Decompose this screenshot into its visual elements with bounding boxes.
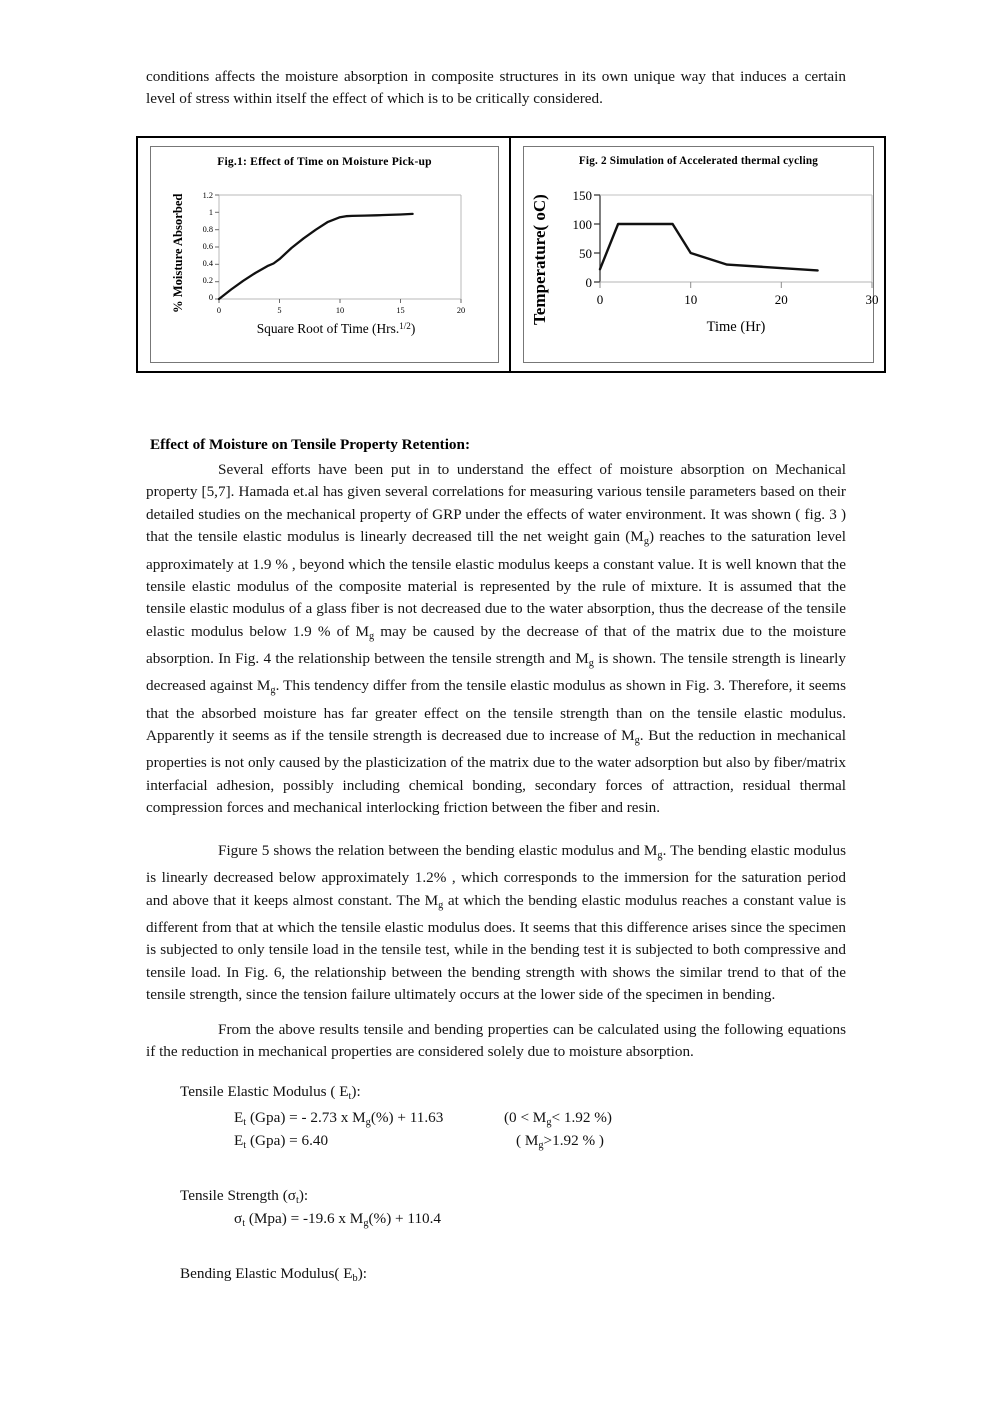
mg-subscript: g [546,1116,552,1128]
body-paragraph-1-part-b: ) reaches to the saturation level approximately at 1.9 % , beyond which the tensile elastic modulus keeps a constant value. It is well known that the tensile elastic modulus of the composite material is represented by the rule of mixture. It is assumed that the tensile elastic modulus of a glass fiber is not decreased due to the water absorption, thus the decrease of the tensile elastic modulus below 1.9 % of M [146,528,846,640]
mg-subscript: g [657,849,663,861]
figure-2-y-axis-label: Temperature( oC) [530,194,549,325]
figure-2-xtick-0: 0 [596,292,604,307]
equation-2-condition-pre: ( M [516,1132,539,1149]
figure-1-frame [150,146,499,363]
figure-2-svg [524,147,899,384]
equation-3-body: (Mpa) = -19.6 x M [245,1210,364,1227]
figure-1-ytick-0.4: 0.4 [202,259,213,268]
body-paragraph-1-part-e: . This tendency differ from the tensile elastic modulus as shown in Fig. 3. Therefore, it seems that the absorbed moisture has far greater effect on the tensile strength than on the tensile elastic modulus. Apparently it seems as if the tensile strength is decreased due to increase of M [146,677,846,745]
figure-2-xtick-10: 10 [684,292,698,307]
figure-2-ytick-150: 150 [572,188,592,203]
body-paragraph-2-part-c: at which the bending elastic modulus reaches a constant value is different from that at which the tensile elastic modulus does. It seems that this difference arises since the specimen is subjected to only tensile load in the tensile test, while in the bending test it is subjected to both compressive and tensile load. In Fig. 6, the relationship between the bending strength with shows the similar trend to that of the tensile strength, since the tension failure ultimately occurs at the lower side of the specimen in bending. [146,891,846,1004]
tensile-strength-label-post: ): [298,1187,309,1204]
bending-elastic-modulus-label [180,1263,367,1290]
sigma-symbol: σ [234,1210,243,1227]
figure-2-ytick-50: 50 [579,246,592,261]
equation-1-body: (Gpa) = - 2.73 x M [246,1109,366,1126]
figure-2-xtick-20: 20 [774,292,788,307]
figure-2-frame [523,146,879,363]
section-heading: Effect of Moisture on Tensile Property Retention: [150,436,471,453]
mg-subscript: g [438,899,444,911]
figure-1-ytick-0: 0 [208,293,213,302]
figure-2-cell [511,138,884,371]
equation-3 [234,1208,441,1235]
equation-1-condition-pre: (0 < M [504,1109,547,1126]
et-subscript: t [243,1139,247,1151]
sigma-symbol: σ [287,1187,296,1204]
figure-1-xtick-15: 15 [396,306,405,315]
bending-modulus-label-pre: Bending Elastic Modulus( E [180,1265,353,1282]
figure-1-y-axis-label: % Moisture Absorbed [171,193,185,313]
body-paragraph-1-part-a: Several efforts have been put in to understand the effect of moisture absorption on Mechanical property [5,7]. Hamada et.al has given several correlations for measuring various tensile parameters based on their detailed studies on the mechanical property of GRP under the effects of water environment. It was shown ( fig. 3 ) that the tensile elastic modulus is linearly decreased till the net weight gain (M [146,461,846,546]
figure-1-x-axis-label-main: Square Root of Time (Hrs. [256,321,400,336]
figure-1-x-axis-label [191,321,481,337]
intro-paragraph [146,66,846,111]
bending-modulus-label-post: ): [357,1265,367,1282]
figure-1-title: Fig.1: Effect of Time on Moisture Pick-up [217,155,432,168]
figure-2-xtick-30: 30 [865,292,879,307]
body-paragraph-2-part-b: . The bending elastic modulus is linearly decreased below approximately 1.2% , which corresponds to the immersion for the saturation period and above that it keeps almost constant. The M [146,842,846,909]
body-paragraph-1-part-c: may be caused by the decrease of that of the matrix due to the moisture absorption. In Fig. 4 the relationship between the tensile strength and M [146,622,846,668]
equation-1-tail: (%) + 11.63 [370,1109,444,1126]
mg-subscript: g [588,657,594,669]
body-paragraph-1-part-f: . But the reduction in mechanical properties is not only caused by the plasticization of the matrix due to the water adsorption but also by fiber/matrix interfacial adhesion, possibly including chemical bonding, secondary forces of attraction, residual thermal compression forces and mechanical interlocking friction between the fiber and resin. [146,727,846,817]
body-paragraph-1 [146,459,846,820]
mg-subscript: g [634,734,640,746]
body-paragraph-3-text: From the above results tensile and bending properties can be calculated using the following equations if the reduction in mechanical properties are considered solely due to moisture absorption. [146,1021,846,1061]
figure-1-xtick-5: 5 [277,306,282,315]
figures-table [136,136,886,373]
equation-2-body: (Gpa) = 6.40 [246,1132,329,1149]
figure-1-xtick-0: 0 [216,306,222,315]
mg-subscript: g [270,685,276,697]
equation-2-condition-post: >1.92 % ) [543,1132,604,1149]
equation-1-condition-post: < 1.92 %) [551,1109,612,1126]
et-subscript: t [243,1116,247,1128]
figure-1-xtick-10: 10 [335,306,345,315]
figure-1-cell [138,138,511,371]
eb-subscript: b [352,1272,358,1284]
figure-1-x-axis-label-close: ) [410,321,416,336]
figure-1-ytick-1: 1 [208,208,213,217]
figure-2-ytick-0: 0 [585,275,592,290]
figure-1-plot [151,147,498,362]
figure-2-plot [524,147,879,362]
equation-3-tail: (%) + 110.4 [368,1210,442,1227]
mg-subscript: g [363,1217,369,1229]
figure-2-title: Fig. 2 Simulation of Accelerated thermal cycling [578,155,819,167]
figure-2-ytick-100: 100 [572,217,592,232]
mg-subscript: g [368,630,375,642]
intro-paragraph-text: conditions affects the moisture absorption in composite structures in its own unique way that induces a certain level of stress within itself the effect of which is to be critically considered. [146,68,846,108]
et-subscript: t [348,1090,352,1102]
tensile-elastic-modulus-label [180,1081,361,1108]
figure-1-ytick-0.6: 0.6 [202,242,213,251]
mg-subscript: g [538,1139,544,1151]
figure-1-ytick-1.2: 1.2 [202,191,213,200]
figure-2-x-axis-label: Time (Hr) [706,319,766,335]
body-paragraph-2-part-a: Figure 5 shows the relation between the bending elastic modulus and M [218,842,658,859]
body-paragraph-1-part-d: is shown. The tensile strength is linearly decreased against M [146,650,846,695]
mg-subscript: g [365,1116,371,1128]
figure-1-xtick-20: 20 [456,306,466,315]
tensile-modulus-label-pre: Tensile Elastic Modulus ( E [180,1083,349,1100]
body-paragraph-3 [146,1019,846,1064]
figure-1-ytick-0.2: 0.2 [202,276,213,285]
tensile-modulus-label-post: ): [351,1083,361,1100]
sigma-t-subscript: t [295,1194,299,1206]
figure-1-x-axis-label-exponent: 1/2 [399,321,411,332]
figure-1-ytick-0.8: 0.8 [202,225,213,234]
mg-subscript: g [643,536,649,548]
tensile-strength-label-pre: Tensile Strength ( [180,1187,288,1204]
figure-1-svg [151,147,526,384]
body-paragraph-2 [146,840,846,1007]
sigma-t-subscript: t [242,1217,246,1229]
equation-2-lhs: E [234,1132,244,1149]
equation-1-lhs: E [234,1109,244,1126]
equation-2 [234,1130,328,1157]
equation-2-condition [516,1130,604,1157]
